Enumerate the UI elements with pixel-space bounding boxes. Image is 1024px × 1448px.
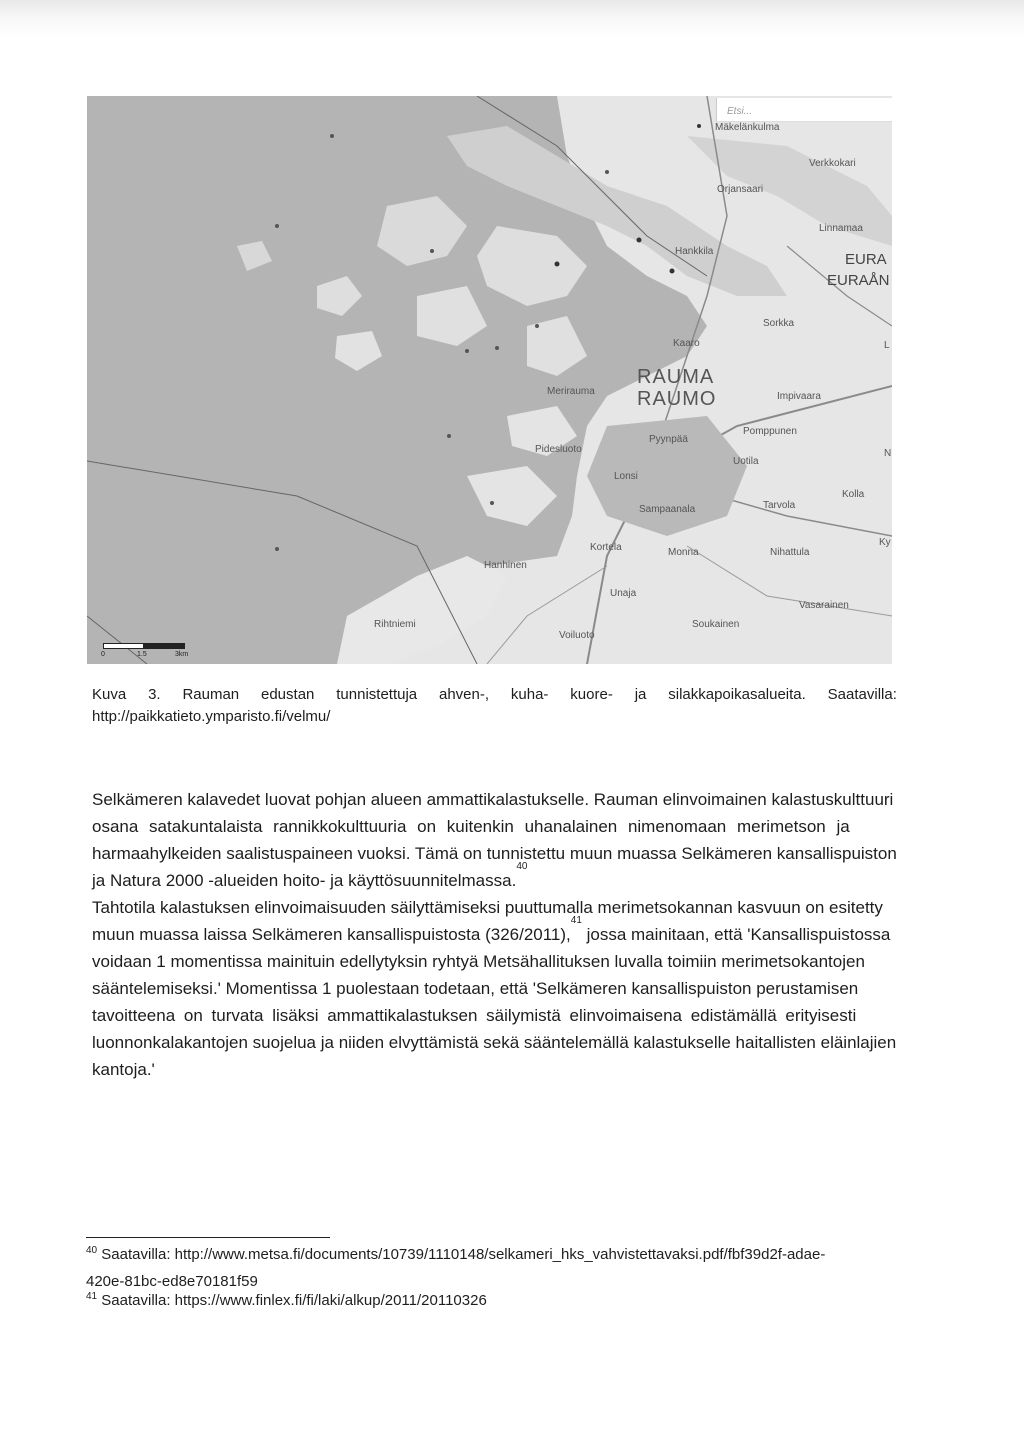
scale-label: 3km xyxy=(175,651,189,658)
caption-word: tunnistettuja xyxy=(336,686,418,703)
caption-word: ahven-, xyxy=(439,686,490,703)
map-label: Monna xyxy=(668,547,699,558)
map-label: Vasarainen xyxy=(799,600,849,611)
map-label: Ky xyxy=(879,537,891,548)
paragraph-line: sääntelemiseksi.' Momentissa 1 puolestaan todetaan, että 'Selkämeren kansallispuiston perustamisen xyxy=(92,979,859,998)
paragraph-line: ja Natura 2000 -alueiden hoito- ja käyttösuunnitelmassa. 40 xyxy=(92,867,900,894)
figure-caption xyxy=(92,686,897,703)
map-label: Soukainen xyxy=(692,619,740,630)
map-label: Lonsi xyxy=(614,471,638,482)
map-label: Kolla xyxy=(842,489,865,500)
map-label: Linnamaa xyxy=(819,223,863,234)
caption-word: silakkapoikasalueita. xyxy=(668,686,806,703)
caption-word: Rauman xyxy=(182,686,240,703)
map-label: Pomppunen xyxy=(743,426,797,437)
caption-word: Saatavilla: xyxy=(827,686,897,703)
scalebar-segment xyxy=(143,643,185,649)
caption-word: 3. xyxy=(148,686,161,703)
scalebar-segment xyxy=(103,643,145,649)
map-label: Orjansaari xyxy=(717,184,764,195)
map-label: Sorkka xyxy=(763,318,795,329)
map-label: Kortela xyxy=(590,542,622,553)
footnote-divider xyxy=(86,1237,330,1238)
map-label: Tarvola xyxy=(763,500,796,511)
paragraph-line: Tahtotila kalastuksen elinvoimaisuuden säilyttämiseksi puuttumalla merimetsokannan kasvuun on esitetty xyxy=(92,898,883,917)
footnote-link[interactable]: Saatavilla: http://www.metsa.fi/documents/10739/1110148/selkameri_hks_vahvistettavaksi.pdf/fbf39d2f-adae- xyxy=(97,1246,826,1263)
map-scalebar xyxy=(101,639,221,663)
footnote-40 xyxy=(86,1246,825,1263)
caption-word: edustan xyxy=(261,686,315,703)
footnote-number: 41 xyxy=(86,1291,98,1302)
map-label: EURA xyxy=(845,251,887,268)
caption-word: kuore- xyxy=(570,686,613,703)
paragraph-line: luonnonkalakantojen suojelua ja niiden elvyttämistä sekä sääntelemällä kalastukselle haitallisten eläinlajien xyxy=(92,1033,897,1052)
map-graphic xyxy=(87,96,892,664)
scale-label: 1.5 xyxy=(137,651,147,658)
footnote-41 xyxy=(86,1292,487,1309)
map-label: Merirauma xyxy=(547,386,595,397)
map-label-city: RAUMO xyxy=(637,388,717,410)
caption-source-link[interactable]: http://paikkatieto.ymparisto.fi/velmu/ xyxy=(92,708,331,725)
footnote-link[interactable]: Saatavilla: https://www.finlex.fi/fi/laki/alkup/2011/20110326 xyxy=(97,1292,487,1309)
map-label: EURAÅN xyxy=(827,272,890,289)
map-label: Hankkila xyxy=(675,246,714,257)
map-label: Pyynpää xyxy=(649,434,688,445)
map-label: Sampaanala xyxy=(639,504,696,515)
map-label: Unaja xyxy=(610,588,637,599)
map-label: Uotila xyxy=(733,456,759,467)
footnote-ref[interactable]: 41 xyxy=(570,915,582,926)
map-image xyxy=(87,96,892,664)
footnote-40-cont: 420e-81bc-ed8e70181f59 xyxy=(86,1273,258,1290)
map-label: N xyxy=(884,448,892,459)
map-label: Rihtniemi xyxy=(374,619,416,630)
map-label: Pidesluoto xyxy=(535,444,582,455)
map-label: Voiluoto xyxy=(559,630,595,641)
caption-word: kuha- xyxy=(510,686,549,703)
footnote-ref[interactable]: 40 xyxy=(516,861,528,872)
footnote-number: 40 xyxy=(86,1245,98,1256)
map-label: L xyxy=(884,340,890,351)
map-label: Verkkokari xyxy=(809,158,856,169)
scale-label: 0 xyxy=(101,651,105,658)
map-label: Hanhinen xyxy=(484,560,527,571)
caption-word: ja xyxy=(634,686,647,703)
caption-word: Kuva xyxy=(92,686,127,703)
map-label: Mäkelänkulma xyxy=(715,122,780,133)
paragraph-1 xyxy=(92,786,900,894)
paragraph-line: tavoitteena on turvata lisäksi ammattikalastuksen säilymistä elinvoimaisena edistämällä erityisesti xyxy=(92,1006,857,1025)
paragraph-line: muun muassa laissa Selkämeren kansallispuistosta (326/2011), 41 jossa mainitaan, että 'Kansallispuistossa xyxy=(92,921,900,948)
paragraph-line: Selkämeren kalavedet luovat pohjan alueen ammattikalastukselle. Rauman elinvoimainen kalastuskulttuuri xyxy=(92,790,894,809)
paragraph-line: osana satakuntalaista rannikkokulttuuria on kuitenkin uhanalainen nimenomaan merimetson ja xyxy=(92,817,850,836)
map-label: Kaaro xyxy=(673,338,700,349)
map-search-box[interactable]: Etsi... xyxy=(716,98,892,122)
paragraph-2 xyxy=(92,894,900,1083)
map-label: Impivaara xyxy=(777,391,821,402)
map-label-city: RAUMA xyxy=(637,366,715,388)
map-label: Nihattula xyxy=(770,547,810,558)
paragraph-line: harmaahylkeiden saalistuspaineen vuoksi. Tämä on tunnistettu muun muassa Selkämeren kansallispuiston xyxy=(92,844,897,863)
paragraph-line: kantoja.' xyxy=(92,1060,155,1079)
paragraph-line: voidaan 1 momentissa mainituin edellytyksin ryhtyä Metsähallituksen luvalla toimiin merimetsokantojen xyxy=(92,952,865,971)
